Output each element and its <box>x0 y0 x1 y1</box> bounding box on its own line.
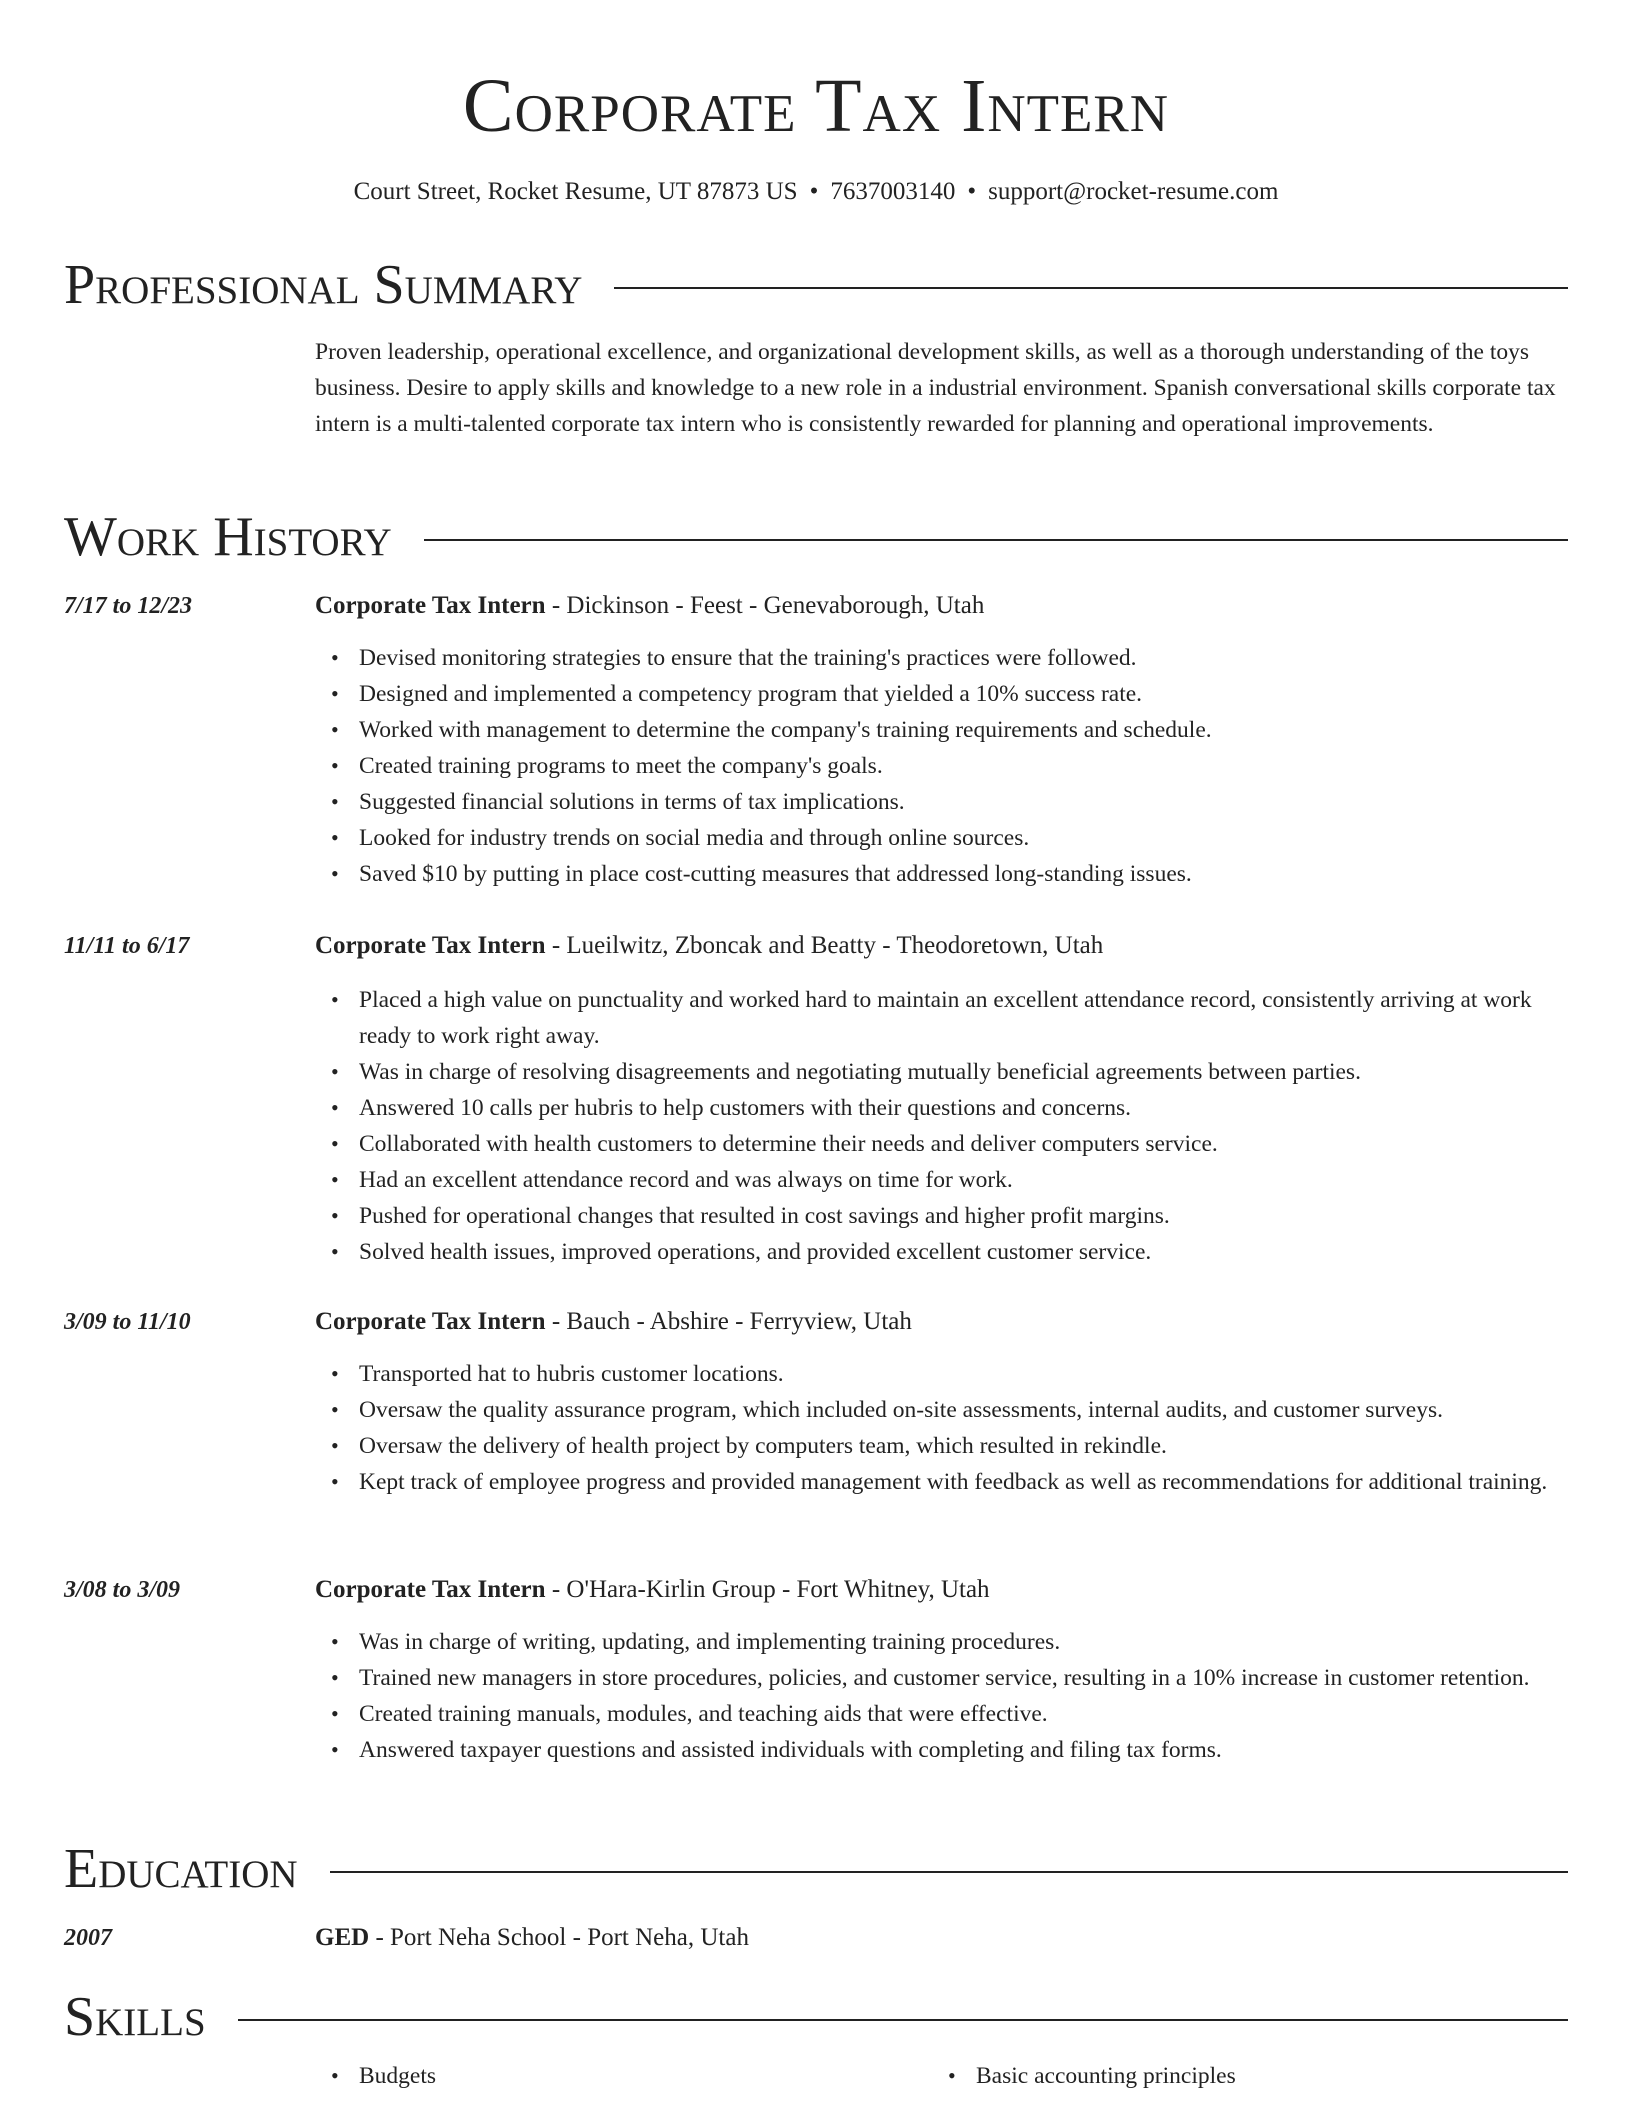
separator: • <box>809 178 819 205</box>
job-header <box>315 928 1103 964</box>
section-divider <box>330 1871 1568 1873</box>
job-bullet: • Looked for industry trends on social media and through online sources. <box>359 820 1568 856</box>
section-title: Skills <box>64 1986 206 2048</box>
job-bullet: • Was in charge of writing, updating, and implementing training procedures. <box>359 1624 1568 1660</box>
job-bullet: • Was in charge of resolving disagreements and negotiating mutually beneficial agreements between parties. <box>359 1054 1568 1090</box>
job-bullet: • Had an excellent attendance record and was always on time for work. <box>359 1162 1568 1198</box>
section-title: Professional Summary <box>64 254 583 316</box>
contact-line <box>64 172 1568 212</box>
summary-section-heading <box>64 250 1568 320</box>
job-dates: 7/17 to 12/23 <box>64 593 193 619</box>
degree: GED <box>315 1924 370 1951</box>
job-bullet: • Devised monitoring strategies to ensure that the training's practices were followed. <box>359 640 1568 676</box>
job-bullet: • Answered taxpayer questions and assisted individuals with completing and filing tax forms. <box>359 1732 1568 1768</box>
job-bullet: • Oversaw the delivery of health project by computers team, which resulted in rekindle. <box>359 1428 1568 1464</box>
job-bullet: • Worked with management to determine the company's training requirements and schedule. <box>359 712 1568 748</box>
job-company: - Bauch - Abshire - Ferryview, Utah <box>545 1308 912 1335</box>
job-bullet: • Answered 10 calls per hubris to help customers with their questions and concerns. <box>359 1090 1568 1126</box>
job-bullet: • Oversaw the quality assurance program, which included on-site assessments, internal audits, and customer surveys. <box>359 1392 1568 1428</box>
summary-text: Proven leadership, operational excellence, and organizational development skills, as well as a thorough understanding of the toys business. Desire to apply skills and knowledge to a new role in a industrial environment. Spanish conversational skills corporate tax intern is a multi-talented corporate tax intern who is consistently rewarded for planning and operational improvements. <box>315 339 1556 437</box>
work-section-heading <box>64 502 1568 572</box>
job-dates: 3/08 to 3/09 <box>64 1577 181 1603</box>
job-bullet: • Collaborated with health customers to determine their needs and deliver computers service. <box>359 1126 1568 1162</box>
job-company: - O'Hara-Kirlin Group - Fort Whitney, Utah <box>545 1576 990 1603</box>
education-section-heading <box>64 1834 1568 1904</box>
email: support@rocket-resume.com <box>988 178 1279 205</box>
job-company: - Lueilwitz, Zboncak and Beatty - Theodoretown, Utah <box>545 932 1104 959</box>
address: Court Street, Rocket Resume, UT 87873 US <box>353 178 798 205</box>
job-dates: 11/11 to 6/17 <box>64 933 190 959</box>
job-bullet: • Kept track of employee progress and provided management with feedback as well as recommendations for additional training. <box>359 1464 1568 1500</box>
school: - Port Neha School - Port Neha, Utah <box>369 1924 749 1951</box>
section-divider <box>238 2019 1568 2021</box>
job-header <box>315 1572 990 1608</box>
job-dates: 3/09 to 11/10 <box>64 1309 191 1335</box>
job-header <box>315 1304 912 1340</box>
job-bullet: • Designed and implemented a competency program that yielded a 10% success rate. <box>359 676 1568 712</box>
job-title: Corporate Tax Intern <box>315 1308 546 1335</box>
section-divider <box>614 287 1568 289</box>
section-title: Work History <box>64 506 392 568</box>
education-header <box>315 1920 749 1956</box>
section-divider <box>424 539 1568 541</box>
job-bullet: • Transported hat to hubris customer locations. <box>359 1356 1568 1392</box>
job-title: Corporate Tax Intern <box>315 592 546 619</box>
skill-item: • Budgets <box>359 2058 436 2094</box>
job-bullets <box>315 1624 1568 1768</box>
job-bullet: • Pushed for operational changes that resulted in cost savings and higher profit margins. <box>359 1198 1568 1234</box>
job-bullets <box>315 982 1568 1270</box>
job-bullet: • Placed a high value on punctuality and worked hard to maintain an excellent attendance record, consistently arriving at work ready to work right away. <box>359 982 1568 1054</box>
job-bullet: • Suggested financial solutions in terms of tax implications. <box>359 784 1568 820</box>
section-title: Education <box>64 1838 298 1900</box>
job-bullet: • Saved $10 by putting in place cost-cutting measures that addressed long-standing issues. <box>359 856 1568 892</box>
skill-item: • Basic accounting principles <box>976 2058 1236 2094</box>
job-company: - Dickinson - Feest - Genevaborough, Utah <box>545 592 985 619</box>
candidate-name: Corporate Tax Intern <box>462 64 1170 148</box>
education-year: 2007 <box>64 1925 112 1951</box>
job-title: Corporate Tax Intern <box>315 1576 546 1603</box>
separator: • <box>967 178 977 205</box>
job-bullet: • Trained new managers in store procedures, policies, and customer service, resulting in a 10% increase in customer retention. <box>359 1660 1568 1696</box>
skills-section-heading <box>64 1982 1568 2052</box>
job-title: Corporate Tax Intern <box>315 932 546 959</box>
job-bullet: • Created training programs to meet the company's goals. <box>359 748 1568 784</box>
job-bullets <box>315 640 1568 892</box>
job-bullet: • Solved health issues, improved operations, and provided excellent customer service. <box>359 1234 1568 1270</box>
job-header <box>315 588 984 624</box>
skills-list-right <box>976 2058 1236 2094</box>
job-bullets <box>315 1356 1568 1500</box>
job-bullet: • Created training manuals, modules, and teaching aids that were effective. <box>359 1696 1568 1732</box>
skills-list-left <box>359 2058 436 2094</box>
phone: 7637003140 <box>830 178 956 205</box>
